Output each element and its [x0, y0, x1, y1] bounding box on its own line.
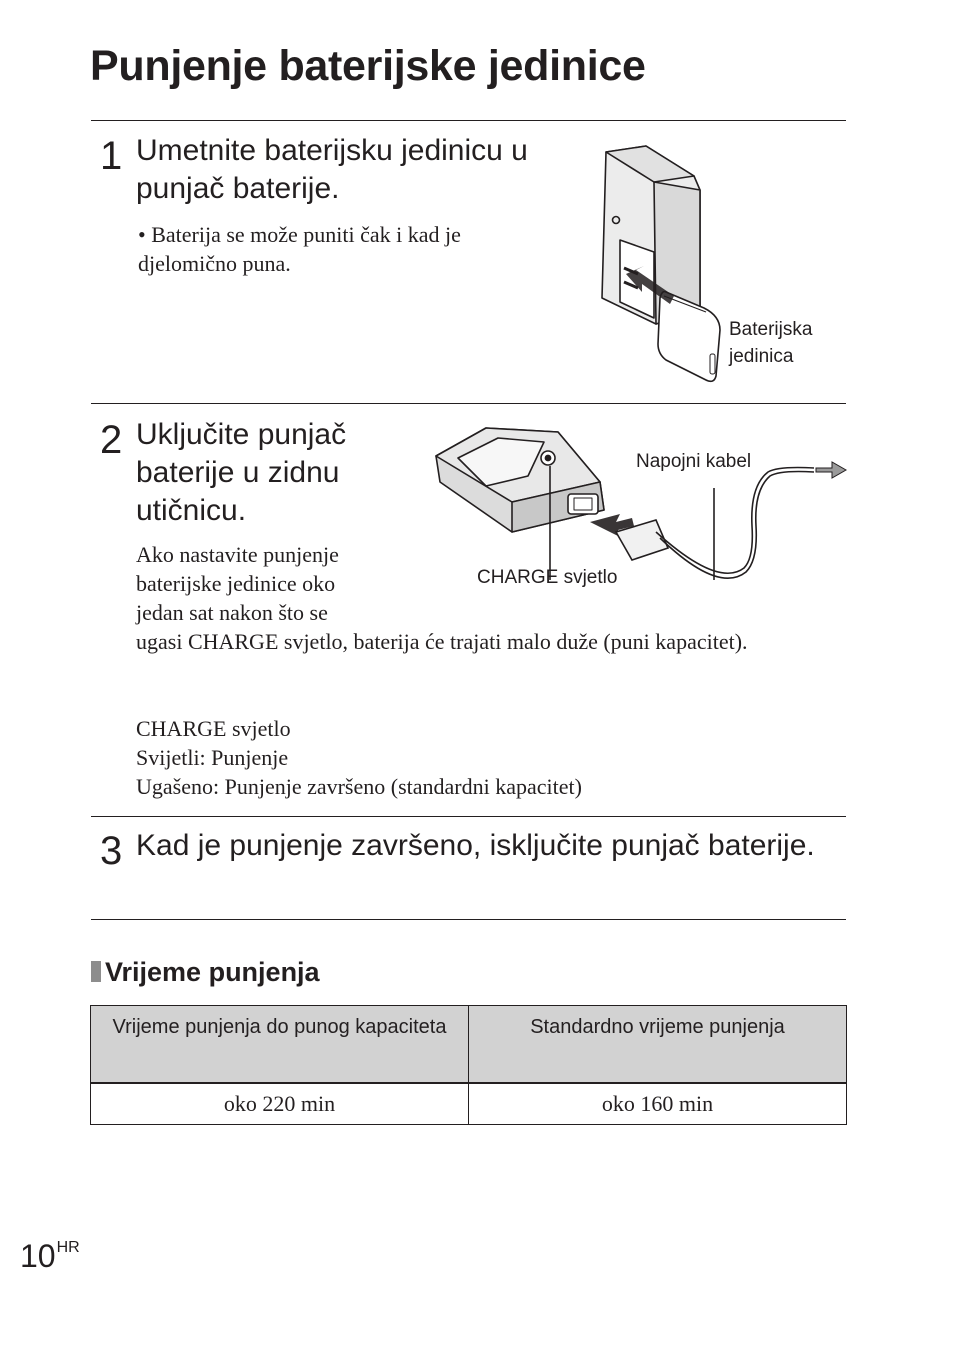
battery-label: Baterijska jedinica: [729, 319, 813, 367]
page-language: HR: [56, 1239, 80, 1256]
divider: [91, 816, 846, 817]
table-header: Vrijeme punjenja do punog kapaciteta: [91, 1006, 469, 1084]
text-line: jedan sat nakon što se: [136, 600, 328, 625]
step-1-bullet: • Baterija se može puniti čak i kad je djelomično puna.: [138, 222, 461, 276]
table-header: Standardno vrijeme punjenja: [469, 1006, 847, 1084]
page-number: [20, 1238, 80, 1275]
step-2-description: [136, 540, 776, 656]
page-title: Punjenje baterijske jedinice: [90, 42, 646, 90]
charging-time-table: [90, 1005, 847, 1125]
charger-battery-illustration: [596, 140, 726, 385]
text-line: ugasi CHARGE svjetlo, baterija će trajati malo duže (puni kapacitet).: [136, 629, 748, 654]
step-1-number: 1: [100, 134, 123, 178]
page-number-value: 10: [20, 1238, 56, 1274]
text-line: baterijske jedinice oko: [136, 571, 336, 596]
step-2-number: 2: [100, 418, 123, 462]
table-row: [91, 1083, 847, 1125]
text-line: Ako nastavite punjenje: [136, 542, 339, 567]
step-3-title: Kad je punjenje završeno, isključite punjač baterije.: [136, 829, 815, 862]
divider: [91, 403, 846, 404]
step-1-title: Umetnite baterijsku jedinicu u punjač baterije.: [136, 134, 528, 205]
status-on: Svijetli: Punjenje: [136, 745, 289, 770]
section-heading: [91, 957, 320, 988]
section-heading-text: Vrijeme punjenja: [105, 957, 320, 987]
table-cell: oko 220 min: [91, 1083, 469, 1125]
status-off: Ugašeno: Punjenje završeno (standardni kapacitet): [136, 774, 582, 799]
step-3-number: 3: [100, 829, 123, 873]
power-cable-label: Napojni kabel: [636, 451, 752, 472]
charge-light-label: CHARGE svjetlo: [477, 567, 618, 588]
table-cell: oko 160 min: [469, 1083, 847, 1125]
status-title: CHARGE svjetlo: [136, 716, 291, 741]
charge-light-status: [136, 714, 776, 801]
divider: [91, 919, 846, 920]
section-marker: [91, 961, 101, 982]
divider: [91, 120, 846, 121]
step-2-title: Uključite punjač baterije u zidnu utičnicu.: [136, 418, 347, 527]
